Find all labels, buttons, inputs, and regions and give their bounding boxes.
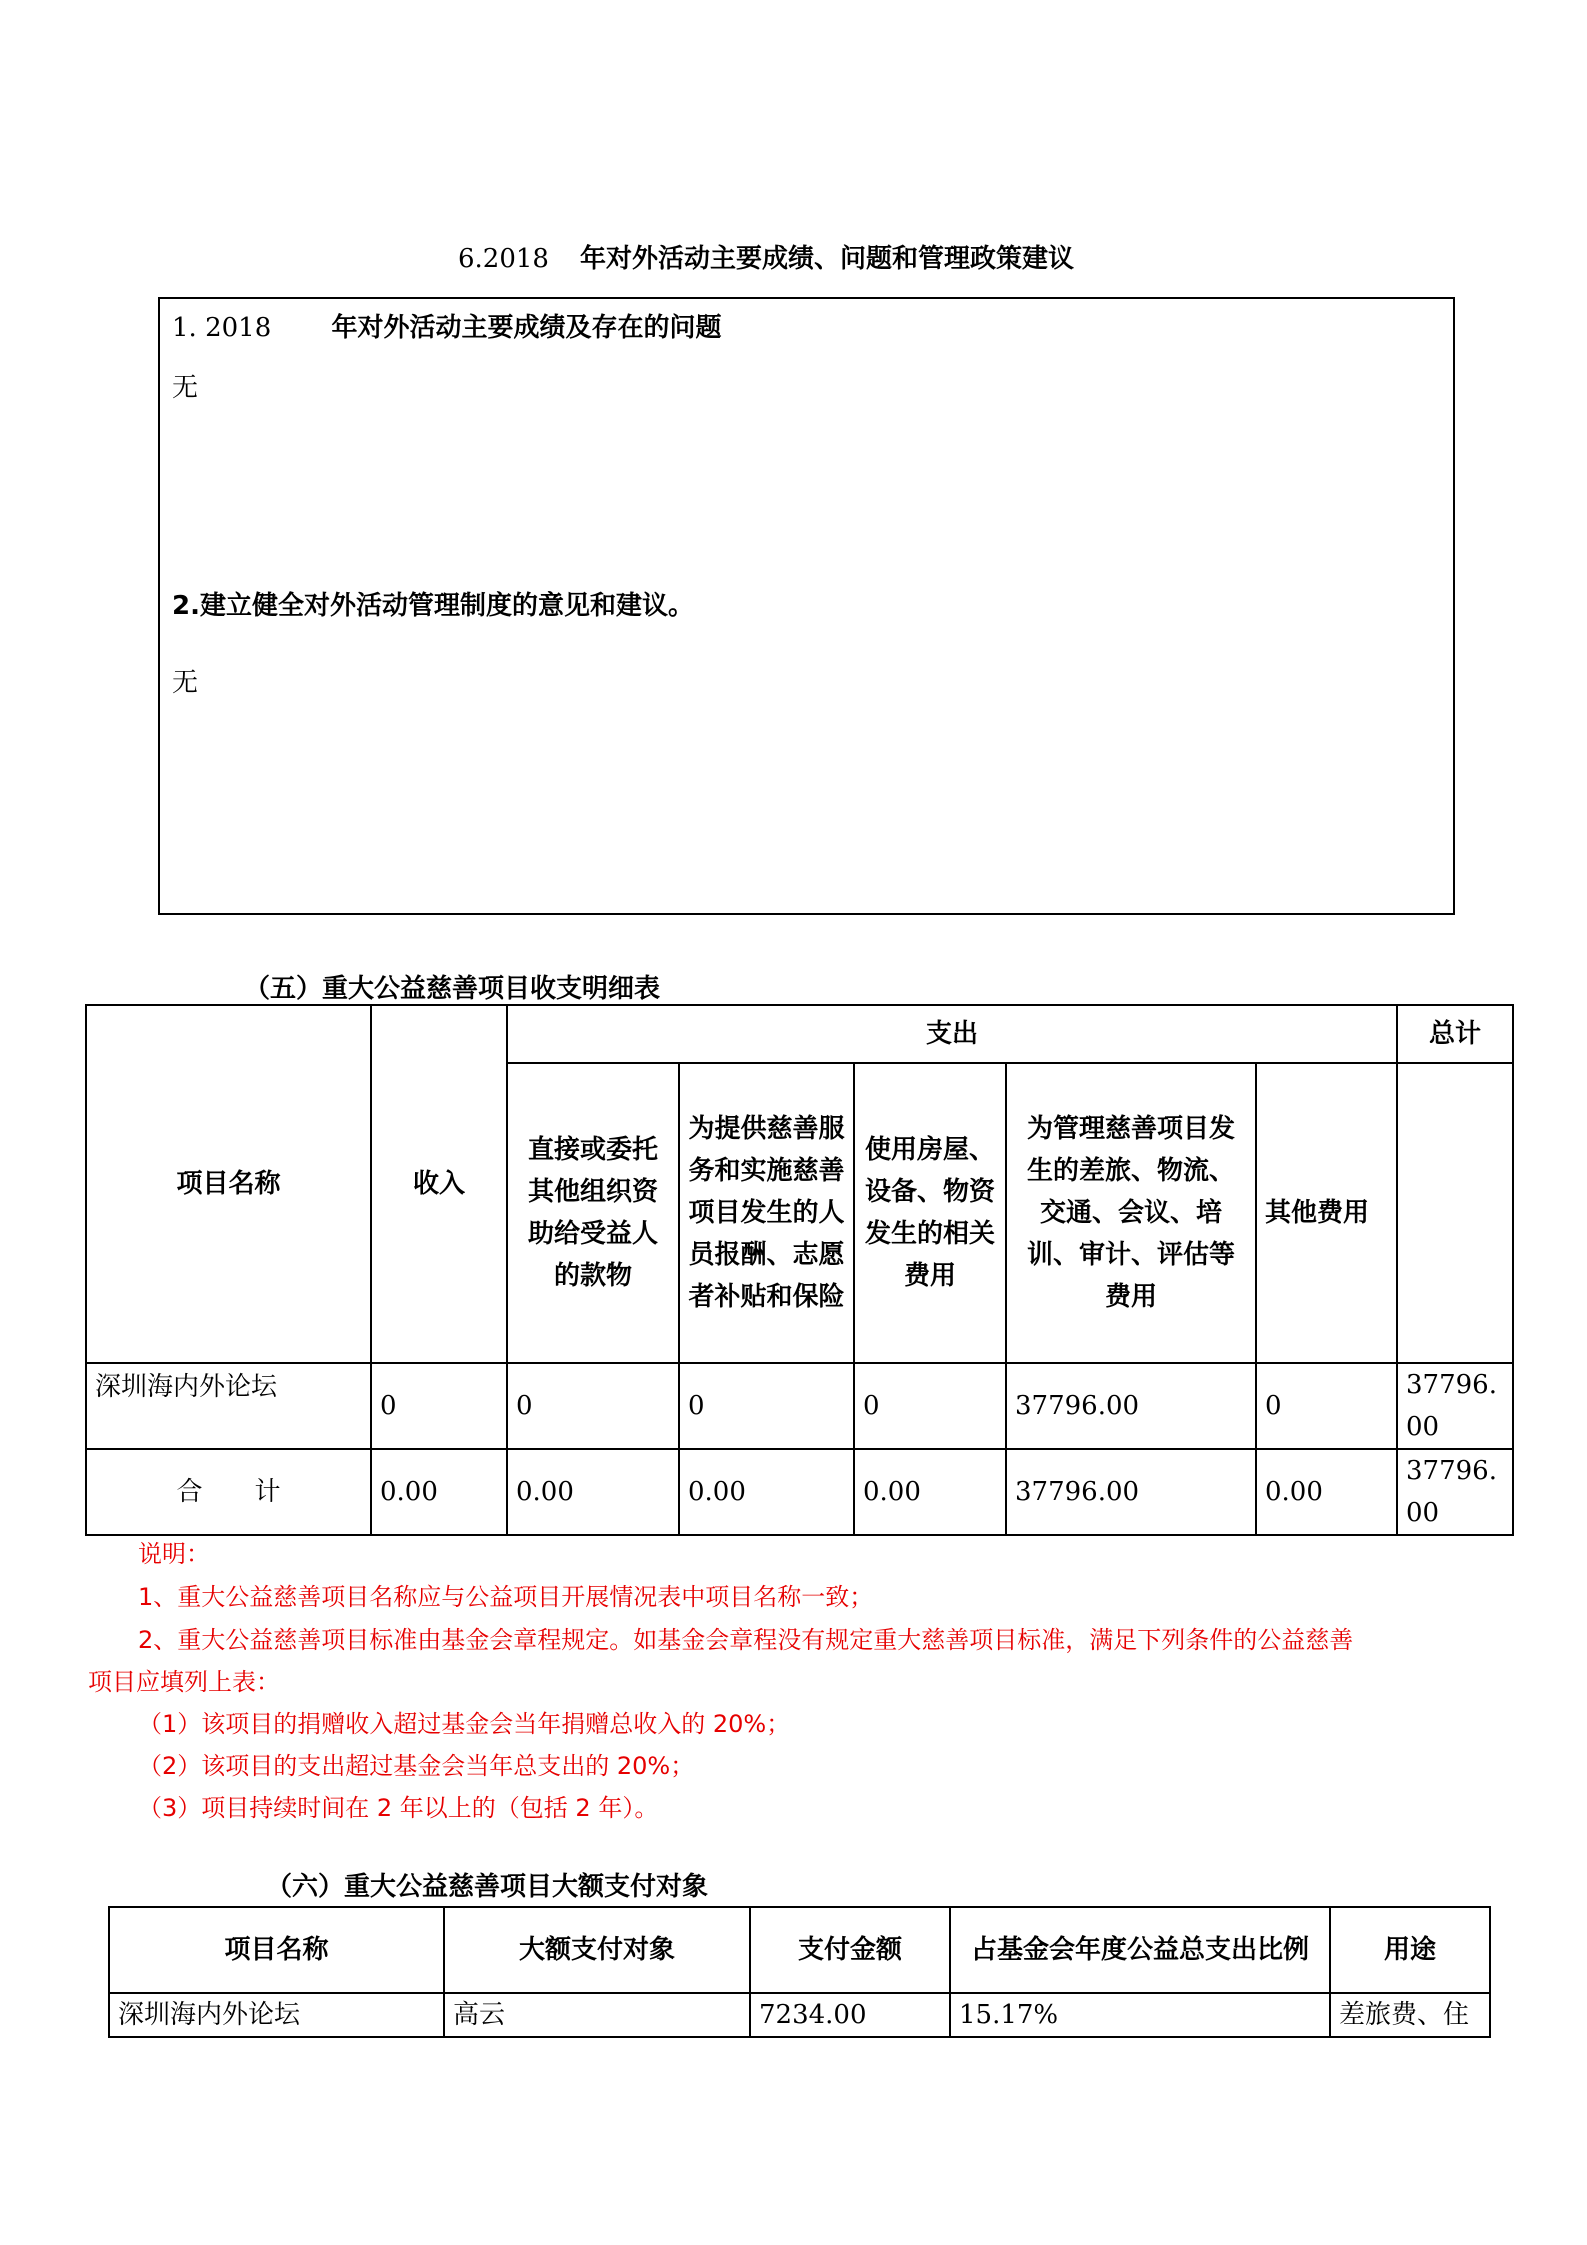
question-2-text: 2.建立健全对外活动管理制度的意见和建议。	[172, 591, 694, 621]
total-expense-management: 37796.00	[1006, 1449, 1256, 1535]
section5-title: （五）重大公益慈善项目收支明细表	[244, 974, 661, 1004]
total-expense-facilities: 0.00	[854, 1449, 1006, 1535]
row-income: 0	[371, 1363, 507, 1449]
section6-title-text: 年对外活动主要成绩、问题和管理政策建议	[580, 244, 1075, 274]
total-expense-other: 0.00	[1256, 1449, 1397, 1535]
question-1	[172, 307, 722, 344]
note-line-2a: 2、重大公益慈善项目标准由基金会章程规定。如基金会章程没有规定重大慈善项目标准，满足下列条件的公益慈善	[138, 1626, 1354, 1654]
header-amount: 支付金额	[750, 1907, 950, 1993]
question-1-answer: 无	[172, 373, 199, 403]
header-expense-facilities: 使用房屋、设备、物资发生的相关费用	[854, 1063, 1006, 1363]
header-total: 总计	[1397, 1005, 1513, 1063]
table-row-total	[86, 1449, 1513, 1535]
row-total: 37796.00	[1397, 1363, 1513, 1449]
project-income-expense-table	[85, 1004, 1514, 1536]
row-purpose: 差旅费、住	[1330, 1993, 1490, 2037]
header-purpose: 用途	[1330, 1907, 1490, 1993]
row-expense-facilities: 0	[854, 1363, 1006, 1449]
note-condition-2: （2）该项目的支出超过基金会当年总支出的 20%；	[138, 1752, 695, 1780]
header-payee: 大额支付对象	[444, 1907, 750, 1993]
row-ratio: 15.17%	[950, 1993, 1330, 2037]
header-ratio: 占基金会年度公益总支出比例	[950, 1907, 1330, 1993]
note-condition-1: （1）该项目的捐赠收入超过基金会当年捐赠总收入的 20%；	[138, 1710, 791, 1738]
header-expense-other: 其他费用	[1256, 1063, 1397, 1363]
header-income: 收入	[371, 1005, 507, 1363]
header-expense: 支出	[507, 1005, 1397, 1063]
activity-summary-box	[158, 297, 1455, 915]
note-line-2b: 项目应填列上表：	[88, 1668, 280, 1696]
table-row	[109, 1993, 1490, 2037]
row-project-name: 深圳海内外论坛	[86, 1363, 371, 1449]
total-income: 0.00	[371, 1449, 507, 1535]
large-payment-table	[108, 1906, 1491, 2038]
row-payee: 高云	[444, 1993, 750, 2037]
header-project-name: 项目名称	[109, 1907, 444, 1993]
row-expense-personnel: 0	[679, 1363, 854, 1449]
table-row	[86, 1363, 1513, 1449]
row-expense-grants: 0	[507, 1363, 679, 1449]
header-expense-grants: 直接或委托其他组织资助给受益人的款物	[507, 1063, 679, 1363]
note-line-1: 1、重大公益慈善项目名称应与公益项目开展情况表中项目名称一致；	[138, 1583, 874, 1611]
total-total: 37796.00	[1397, 1449, 1513, 1535]
total-row-label: 合 计	[86, 1449, 371, 1535]
section6b-title: （六）重大公益慈善项目大额支付对象	[266, 1872, 709, 1902]
section6-title	[458, 238, 1074, 275]
row-amount: 7234.00	[750, 1993, 950, 2037]
total-expense-grants: 0.00	[507, 1449, 679, 1535]
total-expense-personnel: 0.00	[679, 1449, 854, 1535]
header-total-blank	[1397, 1063, 1513, 1363]
note-condition-3: （3）项目持续时间在 2 年以上的（包括 2 年）。	[138, 1794, 659, 1822]
question-2-answer: 无	[172, 668, 199, 698]
row-expense-management: 37796.00	[1006, 1363, 1256, 1449]
row-project-name: 深圳海内外论坛	[109, 1993, 444, 2037]
notes-heading: 说明：	[138, 1540, 210, 1568]
header-expense-management: 为管理慈善项目发生的差旅、物流、交通、会议、培训、审计、评估等费用	[1006, 1063, 1256, 1363]
question-1-number: 1. 2018	[172, 313, 272, 343]
header-project-name: 项目名称	[86, 1005, 371, 1363]
header-expense-personnel: 为提供慈善服务和实施慈善项目发生的人员报酬、志愿者补贴和保险	[679, 1063, 854, 1363]
question-1-text: 年对外活动主要成绩及存在的问题	[331, 313, 722, 343]
section6-title-number: 6.2018	[458, 244, 549, 274]
row-expense-other: 0	[1256, 1363, 1397, 1449]
